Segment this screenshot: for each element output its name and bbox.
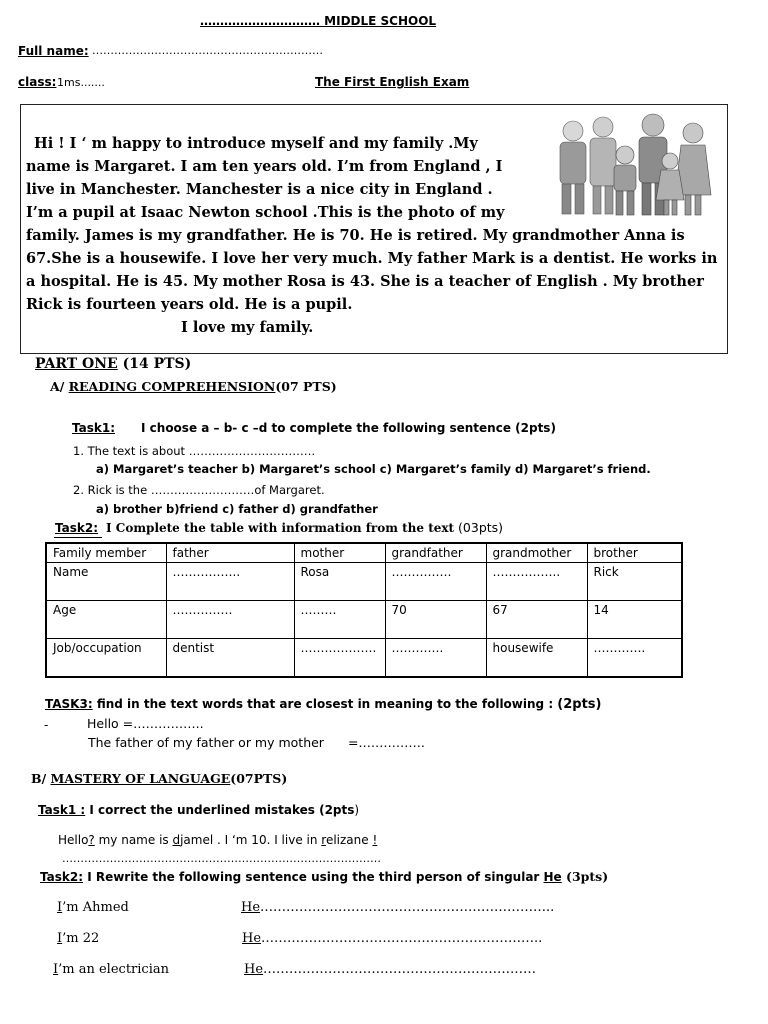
question-2: 2. Rick is the ………………………of Margaret. — [73, 483, 325, 497]
rewrite-item-2 — [57, 931, 99, 946]
task2-double-underline — [54, 537, 102, 538]
task1-heading — [72, 421, 556, 435]
b-task1-sentence — [58, 833, 377, 847]
rewrite-answer-1[interactable] — [241, 900, 554, 915]
underlined-mistake[interactable]: ! — [372, 833, 378, 847]
passage-line: I love my family. — [181, 319, 314, 336]
part-one-title — [35, 356, 191, 372]
table-cell[interactable]: …………… — [166, 601, 294, 639]
passage-line: Hi ! I ‘ m happy to introduce myself and my family .My — [34, 135, 478, 152]
sentence-part: jamel . I ‘m 10. I live in — [180, 833, 322, 847]
table-cell[interactable]: …………….. — [166, 563, 294, 601]
table-cell: Rosa — [294, 563, 385, 601]
passage-line: name is Margaret. I am ten years old. I’m from England , I — [26, 158, 503, 175]
table-cell[interactable]: …………… — [385, 563, 486, 601]
table-cell: 67 — [486, 601, 587, 639]
passage-line: Rick is fourteen years old. He is a pupil. — [26, 296, 353, 313]
question-1-options[interactable]: a) Margaret’s teacher b) Margaret’s school c) Margaret’s family d) Margaret’s friend. — [96, 462, 651, 476]
class-value[interactable]: 1ms....... — [57, 76, 105, 89]
part-one-points: (14 PTS) — [117, 356, 192, 372]
sentence-part: my name is — [94, 833, 173, 847]
b-task1-close: ) — [354, 803, 360, 817]
school-name: ………………………… MIDDLE SCHOOL — [200, 14, 437, 28]
table-cell: Rick — [587, 563, 682, 601]
passage-line: 67.She is a housewife. I love her very much. My father Mark is a dentist. He works in — [26, 250, 718, 267]
task3-item-blank[interactable]: =……………. — [347, 735, 425, 750]
table-row-label: Job/occupation — [46, 639, 166, 677]
table-cell: 70 — [385, 601, 486, 639]
task3-points: (2pts) — [557, 697, 602, 712]
table-header-cell: grandmother — [486, 543, 587, 563]
table-cell[interactable]: …………….. — [486, 563, 587, 601]
task3-item-grandfather[interactable] — [88, 735, 425, 750]
table-cell: housewife — [486, 639, 587, 677]
rewrite-he: He — [242, 931, 262, 946]
rewrite-subject: I — [53, 962, 59, 977]
question-2-options[interactable]: a) brother b)friend c) father d) grandfather — [96, 502, 378, 516]
task3-item-hello[interactable]: Hello =…………….. — [87, 716, 204, 731]
b-task2-he: He — [543, 870, 562, 884]
passage-line: family. James is my grandfather. He is 70. He is retired. My grandmother Anna is — [26, 227, 685, 244]
rewrite-blank[interactable]: ……………………………………………………… — [263, 962, 537, 977]
b-task1-answer-blank[interactable]: …………………………………………………………………………… — [62, 852, 381, 865]
task1-label: Task1: — [72, 421, 116, 435]
section-b-title — [31, 771, 287, 786]
part-one-label: PART ONE — [35, 356, 118, 372]
family-photo — [543, 109, 723, 219]
b-task2-points: (3pts) — [561, 869, 609, 884]
task3-label: TASK3: — [45, 697, 93, 711]
underlined-mistake[interactable]: ? — [88, 833, 95, 847]
b-task1-instruction: I correct the underlined mistakes (2pts — [85, 803, 355, 817]
table-header-cell: grandfather — [385, 543, 486, 563]
task2-instruction: I Complete the table with information from the text — [106, 521, 455, 535]
rewrite-subject: I — [57, 900, 63, 915]
table-header-cell: Family member — [46, 543, 166, 563]
task3-bullet: - — [44, 718, 49, 732]
b-task2-heading — [40, 869, 608, 884]
full-name-label: Full name: — [18, 44, 89, 58]
full-name-blank[interactable]: ……………………………………………………… — [92, 44, 323, 57]
rewrite-blank[interactable]: ………………………………………………………….. — [260, 900, 555, 915]
section-b-points: (07PTS) — [230, 771, 288, 786]
rewrite-blank[interactable]: ……………………………………………………….. — [261, 931, 543, 946]
table-cell[interactable]: …………. — [385, 639, 486, 677]
section-a-prefix: A/ — [50, 379, 69, 394]
rewrite-he: He — [244, 962, 264, 977]
passage-line: a hospital. He is 45. My mother Rosa is 43. She is a teacher of English . My brother — [26, 273, 704, 290]
rewrite-subject: I — [57, 931, 63, 946]
rewrite-answer-2[interactable] — [242, 931, 542, 946]
b-task1-heading — [38, 803, 359, 817]
table-cell[interactable]: ……… — [294, 601, 385, 639]
rewrite-answer-3[interactable] — [244, 962, 536, 977]
table-row-label: Name — [46, 563, 166, 601]
sentence-part: elizane — [325, 833, 373, 847]
passage-line: I’m a pupil at Isaac Newton school .This is the photo of my — [26, 204, 505, 221]
task3-instruction: find in the text words that are closest in meaning to the following : — [92, 697, 558, 711]
b-task2-instruction: I Rewrite the following sentence using the third person of singular — [83, 870, 544, 884]
section-b-prefix: B/ — [31, 771, 51, 786]
table-row-label: Age — [46, 601, 166, 639]
table-cell: 14 — [587, 601, 682, 639]
section-a-title — [50, 379, 337, 394]
rewrite-item-1 — [57, 900, 129, 915]
b-task1-label: Task1 : — [38, 803, 86, 817]
table-header-cell: brother — [587, 543, 682, 563]
section-b-label: MASTERY OF LANGUAGE — [50, 771, 231, 786]
rewrite-text: ’m an electrician — [58, 962, 169, 977]
rewrite-item-3 — [53, 962, 169, 977]
underlined-mistake[interactable]: d — [172, 833, 181, 847]
underlined-mistake[interactable]: r — [321, 833, 326, 847]
section-a-points: (07 PTS) — [275, 379, 337, 394]
rewrite-text: ’m 22 — [62, 931, 100, 946]
reading-passage-box — [20, 104, 728, 354]
task3-heading — [45, 697, 601, 712]
table-cell[interactable]: ………………. — [294, 639, 385, 677]
task3-item-text: The father of my father or my mother — [88, 735, 324, 750]
table-header-cell: mother — [294, 543, 385, 563]
task1-instruction: I choose a – b- c –d to complete the following sentence (2pts) — [141, 421, 556, 435]
table-header-cell: father — [166, 543, 294, 563]
task2-points: (03pts) — [454, 520, 504, 535]
table-cell: dentist — [166, 639, 294, 677]
family-info-table — [45, 542, 683, 678]
b-task2-label: Task2: — [40, 870, 84, 884]
rewrite-text: ’m Ahmed — [62, 900, 129, 915]
sentence-part: Hello — [58, 833, 89, 847]
passage-line: live in Manchester. Manchester is a nice city in England . — [26, 181, 493, 198]
table-cell[interactable]: …………. — [587, 639, 682, 677]
class-label: class: — [18, 75, 57, 89]
exam-title: The First English Exam — [315, 75, 470, 89]
task2-label: Task2: — [55, 521, 99, 535]
rewrite-he: He — [241, 900, 261, 915]
question-1: 1. The text is about …………………………… — [73, 444, 316, 458]
section-a-label: READING COMPREHENSION — [68, 379, 276, 394]
task2-heading — [55, 520, 503, 535]
